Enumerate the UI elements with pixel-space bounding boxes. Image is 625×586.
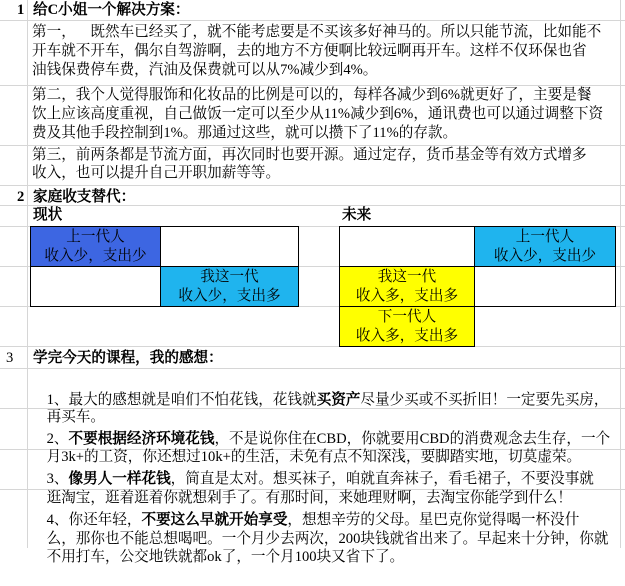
text-run: 再买车。 [46,409,105,425]
future-next-generation-cell[interactable] [339,306,475,347]
bold-text-run: 不要这么早就开始享受 [141,512,288,528]
text-run: 月3k+的工资，你还想过10k+的生活，未免有点不知深浅，要脚踏实地，切莫虚荣。 [46,449,582,465]
text-run: 么，那你也不能总想喝吧。一个月少去两次，200块钱就省出来了。早起来十分钟，你就 [46,531,609,547]
reflection-line[interactable] [32,511,618,547]
text-run: 逛淘宝，逛着逛着你就想剁手了。有那时间，来她理财啊，去淘宝你能学到什么！ [46,490,572,506]
gridline [620,0,621,548]
empty-cell[interactable] [339,226,475,267]
reflection-line[interactable] [32,429,618,465]
future-previous-generation-cell[interactable] [474,226,616,267]
reflection-line[interactable] [32,470,618,506]
paragraph-line[interactable]: 费及其他手段控制到1%。那通过这些，就可以攒下了11%的存款。 [32,125,458,141]
gridline [0,185,625,186]
empty-cell[interactable] [160,226,299,267]
text-run: 1、最大的感想就是咱们不怕花钱，花钱就 [46,392,317,408]
text-run: 4、你还年轻， [46,512,142,528]
paragraph-line[interactable]: 开车就不开车，偶尔自驾游啊，去的地方不方便啊比较远啊再开车。这样不仅环保也省 [32,43,587,59]
text-run: 尽量少买或不买折旧！一定要先买房， [360,392,609,408]
cell-detail: 收入多，支出多 [355,327,459,344]
gridline [0,346,625,347]
paragraph-line[interactable]: 第二，我个人觉得服饰和化妆品的比例是可以的，每样各减少到6%就更好了，主要是餐 [32,87,592,103]
cell-title: 我这一代 [200,268,259,285]
gridline [0,368,625,369]
current-my-generation-cell[interactable] [160,266,299,307]
reflection-line[interactable] [32,492,618,528]
section-number: 1 [17,2,25,18]
reflection-line[interactable] [32,529,618,565]
section-number: 3 [6,350,14,366]
reflection-line[interactable] [32,451,618,487]
current-label: 现状 [33,207,63,223]
section-title: 家庭收支替代： [33,189,136,205]
future-label: 未来 [342,207,372,223]
section-title: 给C小姐一个解决方案： [33,2,190,18]
paragraph-line[interactable]: 饮上应该高度重视，自己做饭一定可以至少从11%减少到6%，通讯费也可以通过调整下资 [32,106,604,122]
future-my-generation-cell[interactable] [339,266,475,307]
paragraph-line[interactable]: 第一， 既然车已经买了，就不能考虑要是不买该多好神马的。所以只能节流，比如能不 [32,24,602,40]
empty-cell[interactable] [474,266,616,307]
reflection-line[interactable] [32,411,618,447]
text-run: ，简直是太对。想买袜子，咱就直奔袜子，看毛裙子，不要没事就 [170,471,594,487]
empty-cell[interactable] [30,266,161,307]
cell-title: 上一代人 [515,228,575,245]
text-run: 2、 [46,431,69,447]
text-run: 3、 [46,471,69,487]
cell-detail: 收入少，支出多 [178,287,281,304]
text-run: ，想想辛劳的父母。星巴克你觉得喝一杯没什 [287,512,580,528]
bold-text-run: 像男人一样花钱 [68,471,171,487]
text-run: ，不是说你住在CBD，你就要用CBD的消费观念去生存，一个 [214,431,611,447]
cell-title: 下一代人 [377,308,437,325]
cell-detail: 收入少，支出少 [493,247,597,264]
gridline [0,20,625,21]
cell-title: 我这一代 [377,268,437,285]
paragraph-line[interactable]: 收入，也可以提升自己开职加薪等等。 [32,165,281,181]
bold-text-run: 不要根据经济环境花钱 [68,431,215,447]
cell-detail: 收入多，支出多 [355,287,459,304]
cell-detail: 收入少，支出少 [44,247,147,264]
bold-text-run: 买资产 [316,392,361,408]
reflection-line[interactable] [32,389,618,425]
text-run: 不用打车，公交地铁就都ok了，一个月100块又省下了。 [46,549,405,565]
cell-title: 上一代人 [66,228,125,245]
paragraph-line[interactable]: 油钱保费停车费，汽油及保费就可以从7%减少到4%。 [32,62,378,78]
section-title: 学完今天的课程，我的感想： [33,350,223,366]
section-number: 2 [17,189,25,205]
paragraph-line[interactable]: 第三，前两条都是节流方面，再次同时也要开源。通过定存，货币基金等有效方式增多 [32,147,587,163]
current-previous-generation-cell[interactable] [30,226,161,267]
gridline [27,0,28,548]
